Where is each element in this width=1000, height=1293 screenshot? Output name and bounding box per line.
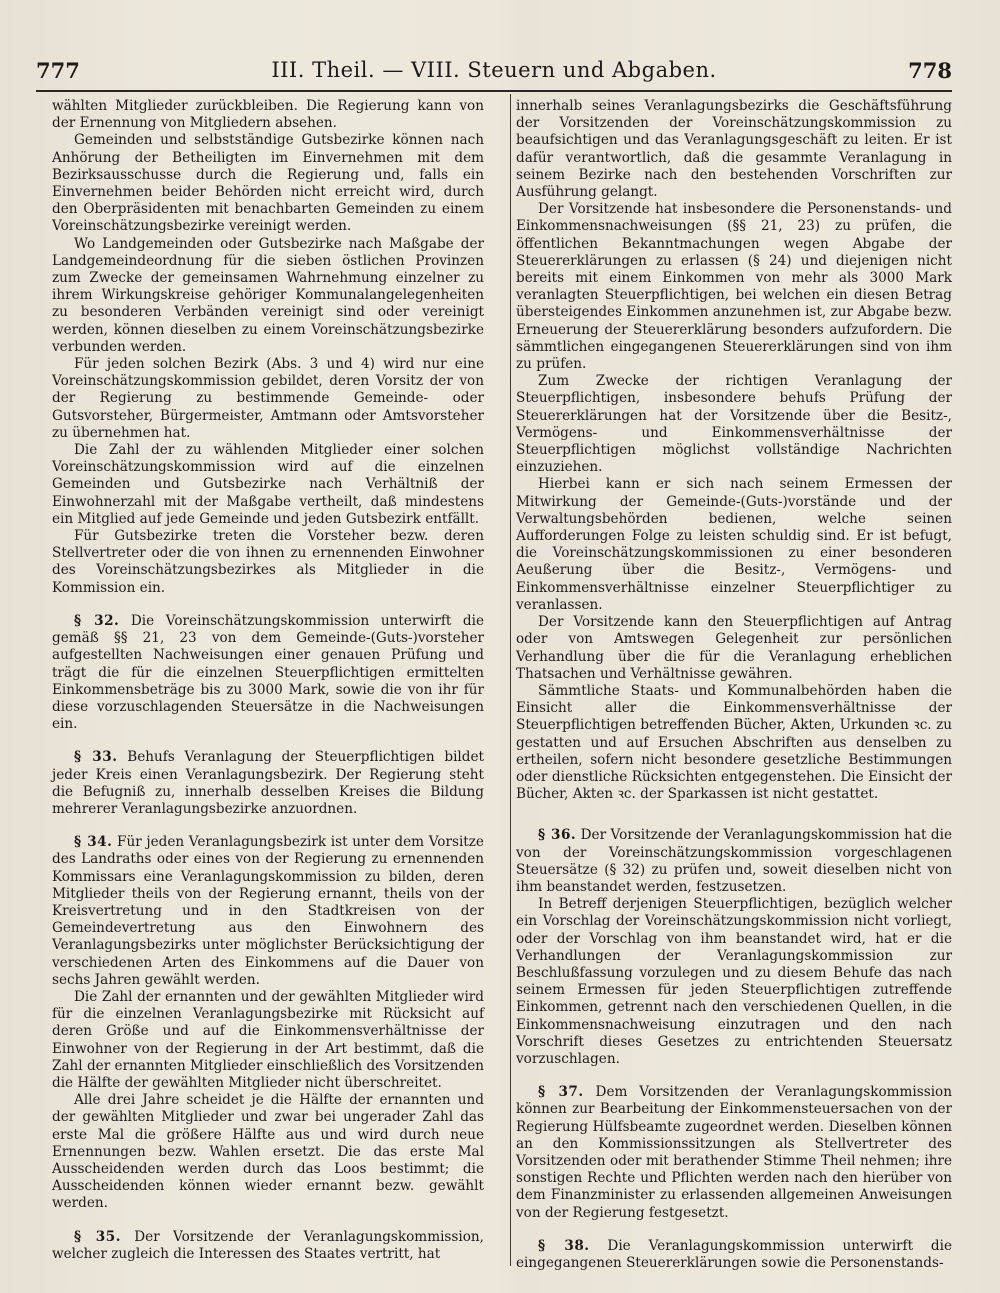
section-33 [52, 749, 484, 818]
paragraph: Die Zahl der ernannten und der gewählten Mitglieder wird für die einzelnen Veranlagungsbezirke mit Rücksicht auf deren Größe und auf die Einkommensverhältnisse der Einwohner von der Regierung in der Art bestimmt, daß die Zahl der ernannten Mitglieder einschließlich des Vorsitzenden die Hälfte der gewählten Mitglieder nicht überschreitet. [52, 988, 485, 1091]
section-text: Die Veranlagungskommission unterwirft die eingegangenen Steuererklärungen sowie die Personenstands- [516, 1237, 952, 1271]
paragraph: Zum Zwecke der richtigen Veranlagung der Steuerpflichtigen, insbesondere behufs Prüfung der Steuererklärungen hat der Vorsitzende über die Besitz-, Vermögens- und Einkommensverhältnisse der Steuerpflichtigen möglichst vollständige Nachrichten einzuziehen. [516, 373, 952, 476]
section-label: § 34. [74, 834, 113, 851]
column-divider [510, 94, 511, 1266]
section-37 [516, 1084, 952, 1222]
section-35 [52, 1229, 484, 1263]
paragraph: In Betreff derjenigen Steuerpflichtigen, bezüglich welcher ein Vorschlag der Voreinschätzungskommission nicht vorliegt, oder der Vorschlag von ihm beanstandet wird, hat er die Verhandlungen der Veranlagungskommission zur Beschlußfassung vorzulegen und zu diesem Behufe das nach seinem Ermessen für jeden Steuerpflichtigen zutreffende Einkommen, getrennt nach den verschiedenen Quellen, in die Einkommensnachweisung einzutragen und den nach Vorschrift dieses Gesetzes zu entrichtenden Steuersatz vorzuschlagen. [516, 896, 952, 1067]
paragraph: Wo Landgemeinden oder Gutsbezirke nach Maßgabe der Landgemeindeordnung für die sieben östlichen Provinzen zum Zwecke der gemeinsamen Wahrnehmung einzelner zu ihrem Wirkungskreise gehöriger Kommunalangelegenheiten zu besonderen Verbänden vereinigt sind oder vereinigt werden, können dieselben zu einem Voreinschätzungsbezirke verbunden werden. [52, 235, 484, 355]
section-label: § 38. [538, 1237, 590, 1254]
paragraph: Gemeinden und selbstständige Gutsbezirke können nach Anhörung der Betheiligten im Einvernehmen mit dem Bezirksausschusse durch die Regierung und, falls ein Einvernehmen beider Behörden nicht erreicht wird, durch den Oberpräsidenten mit benachbarten Gemeinden zu einem Voreinschätzungsbezirke vereinigt werden. [52, 132, 484, 235]
paragraph: Der Vorsitzende hat insbesondere die Personenstands- und Einkommensnachweisungen (§§ 21, 23) zu prüfen, die öffentlichen Bekanntmachungen wegen Abgabe der Steuererklärungen zu erlassen (§ 24) und diejenigen nicht bereits mit einem Einkommen von mehr als 3000 Mark veranlagten Steuerpflichtigen, bei welchen ein diesen Betrag übersteigendes Einkommen anzunehmen ist, zur Abgabe bezw. Erneuerung der Steuererklärung besonders aufzufordern. Die sämmtlichen eingegangenen Steuererklärungen sind von ihm zu prüfen. [516, 201, 952, 373]
left-column [52, 98, 484, 1263]
paragraph: innerhalb seines Veranlagungsbezirks die Geschäftsführung der Vorsitzenden der Voreinschätzungskommission zu beaufsichtigen und das Veranlagungsgeschäft zu leiten. Er ist dafür verantwortlich, daß die gesammte Veranlagung in seinem Bezirke nach den bestehenden Vorschriften zur Ausführung gelangt. [516, 98, 952, 201]
section-label: § 37. [538, 1084, 584, 1101]
paragraph: wählten Mitglieder zurückbleiben. Die Regierung kann von der Ernennung von Mitgliedern absehen. [52, 98, 484, 132]
section-text: Der Vorsitzende der Veranlagungskommission hat die von der Voreinschätzungskommission vorgeschlagenen Steuersätze (§ 32) zu prüfen und, soweit dieselben nicht von ihm beanstandet werden, festzusetzen. [516, 827, 952, 895]
section-label: § 36. [538, 827, 577, 844]
paragraph: Hierbei kann er sich nach seinem Ermessen der Mitwirkung der Gemeinde-(Guts-)vorstände und der Verwaltungsbehörden bedienen, welche seinen Aufforderungen Folge zu leisten schuldig sind. Er ist befugt, die Voreinschätzungskommissionen zu einer besonderen Aeußerung über die Besitz-, Vermögens- und Einkommensverhältnisse einzelner Steuerpflichtiger zu veranlassen. [516, 476, 952, 613]
section-32 [52, 613, 484, 733]
running-title: III. Theil. — VIII. Steuern und Abgaben. [271, 58, 717, 82]
paragraph: Der Vorsitzende kann den Steuerpflichtigen auf Antrag oder von Amtswegen Gelegenheit zur persönlichen Verhandlung über die für die Veranlagung erheblichen Thatsachen und Verhältnisse gewähren. [516, 614, 952, 682]
section-label: § 35. [74, 1228, 121, 1245]
left-page-number: 777 [36, 57, 80, 83]
section-text: Für jeden Veranlagungsbezirk ist unter dem Vorsitze des Landraths oder eines von der Regierung zu ernennenden Kommissars eine Veranlagungskommission zu bilden, deren Mitglieder theils von der Regierung ernannt, theils von der Kreisvertretung und in den Stadtkreisen von der Gemeindevertretung aus den Einwohnern des Veranlagungsbezirks unter möglichster Berücksichtigung der verschiedenen Arten des Einkommens auf die Dauer von sechs Jahren gewählt werden. [52, 834, 484, 988]
page-header [36, 50, 952, 92]
section-36 [516, 827, 952, 896]
section-text: Die Voreinschätzungskommission unterwirft die gemäß §§ 21, 23 von dem Gemeinde-(Guts-)vorsteher aufgestellten Nachweisungen einer genauen Prüfung und trägt die für die einzelnen Steuerpflichtigen ermittelten Einkommensbeträge bis zu 3000 Mark, sowie die von ihr für diese vorzuschlagenden Steuersätze in die Nachweisungen ein. [52, 612, 485, 733]
section-text: Dem Vorsitzenden der Veranlagungskommission können zur Bearbeitung der Einkommensteuersachen von der Regierung Hülfsbeamte zugeordnet werden. Dieselben können an den Kommissionssitzungen als Stellvertreter des Vorsitzenden oder mit berathender Stimme Theil nehmen; ihre sonstigen Rechte und Pflichten werden nach den hierüber von dem Finanzminister zu erlassenden allgemeinen Anweisungen von der Regierung festgesetzt. [516, 1084, 952, 1221]
paragraph: Alle drei Jahre scheidet je die Hälfte der ernannten und der gewählten Mitglieder und zwar bei ungerader Zahl das erste Mal die größere Hälfte aus und wird durch neue Ernennungen bezw. Wahlen ersetzt. Die das erste Mal Ausscheidenden werden durch das Loos bestimmt; die Ausscheidenden können wieder ernannt bezw. gewählt werden. [52, 1092, 484, 1212]
paragraph: Für jeden solchen Bezirk (Abs. 3 und 4) wird nur eine Voreinschätzungskommission gebildet, deren Vorsitz der von der Regierung zu bestimmende Gemeinde- oder Gutsvorsteher, Bürgermeister, Amtmann oder Amtsvorsteher zu übernehmen hat. [52, 356, 484, 441]
paragraph: Für Gutsbezirke treten die Vorsteher bezw. deren Stellvertreter oder die von ihnen zu ernennenden Einwohner des Voreinschätzungsbezirkes als Mitglieder in die Kommission ein. [52, 528, 484, 596]
paragraph: Sämmtliche Staats- und Kommunalbehörden haben die Einsicht aller die Einkommensverhältnisse der Steuerpflichtigen betreffenden Bücher, Akten, Urkunden ꝛc. zu gestatten und auf Ersuchen Abschriften aus denselben zu ertheilen, sofern nicht besondere gesetzliche Bestimmungen oder dienstliche Rücksichten entgegenstehen. Die Einsicht der Bücher, Akten ꝛc. der Sparkassen ist nicht gestattet. [516, 682, 952, 803]
paragraph: Die Zahl der zu wählenden Mitglieder einer solchen Voreinschätzungskommission wird auf die einzelnen Gemeinden und Gutsbezirke nach Verhältniß der Einwohnerzahl mit der Maßgabe vertheilt, daß mindestens ein Mitglied auf jede Gemeinde und jeden Gutsbezirk entfällt. [52, 442, 484, 527]
right-column [516, 98, 952, 1272]
section-38 [516, 1238, 952, 1272]
section-label: § 33. [74, 749, 118, 766]
section-label: § 32. [74, 612, 120, 629]
section-34 [52, 834, 484, 989]
right-page-number: 778 [908, 57, 952, 83]
section-text: Der Vorsitzende der Veranlagungskommission, welcher zugleich die Interessen des Staates vertritt, hat [52, 1228, 484, 1262]
section-text: Behufs Veranlagung der Steuerpflichtigen bildet jeder Kreis einen Veranlagungsbezirk. Der Regierung steht die Befugniß zu, innerhalb desselben Kreises die Bildung mehrerer Veranlagungsbezirke anzuordnen. [52, 749, 484, 817]
